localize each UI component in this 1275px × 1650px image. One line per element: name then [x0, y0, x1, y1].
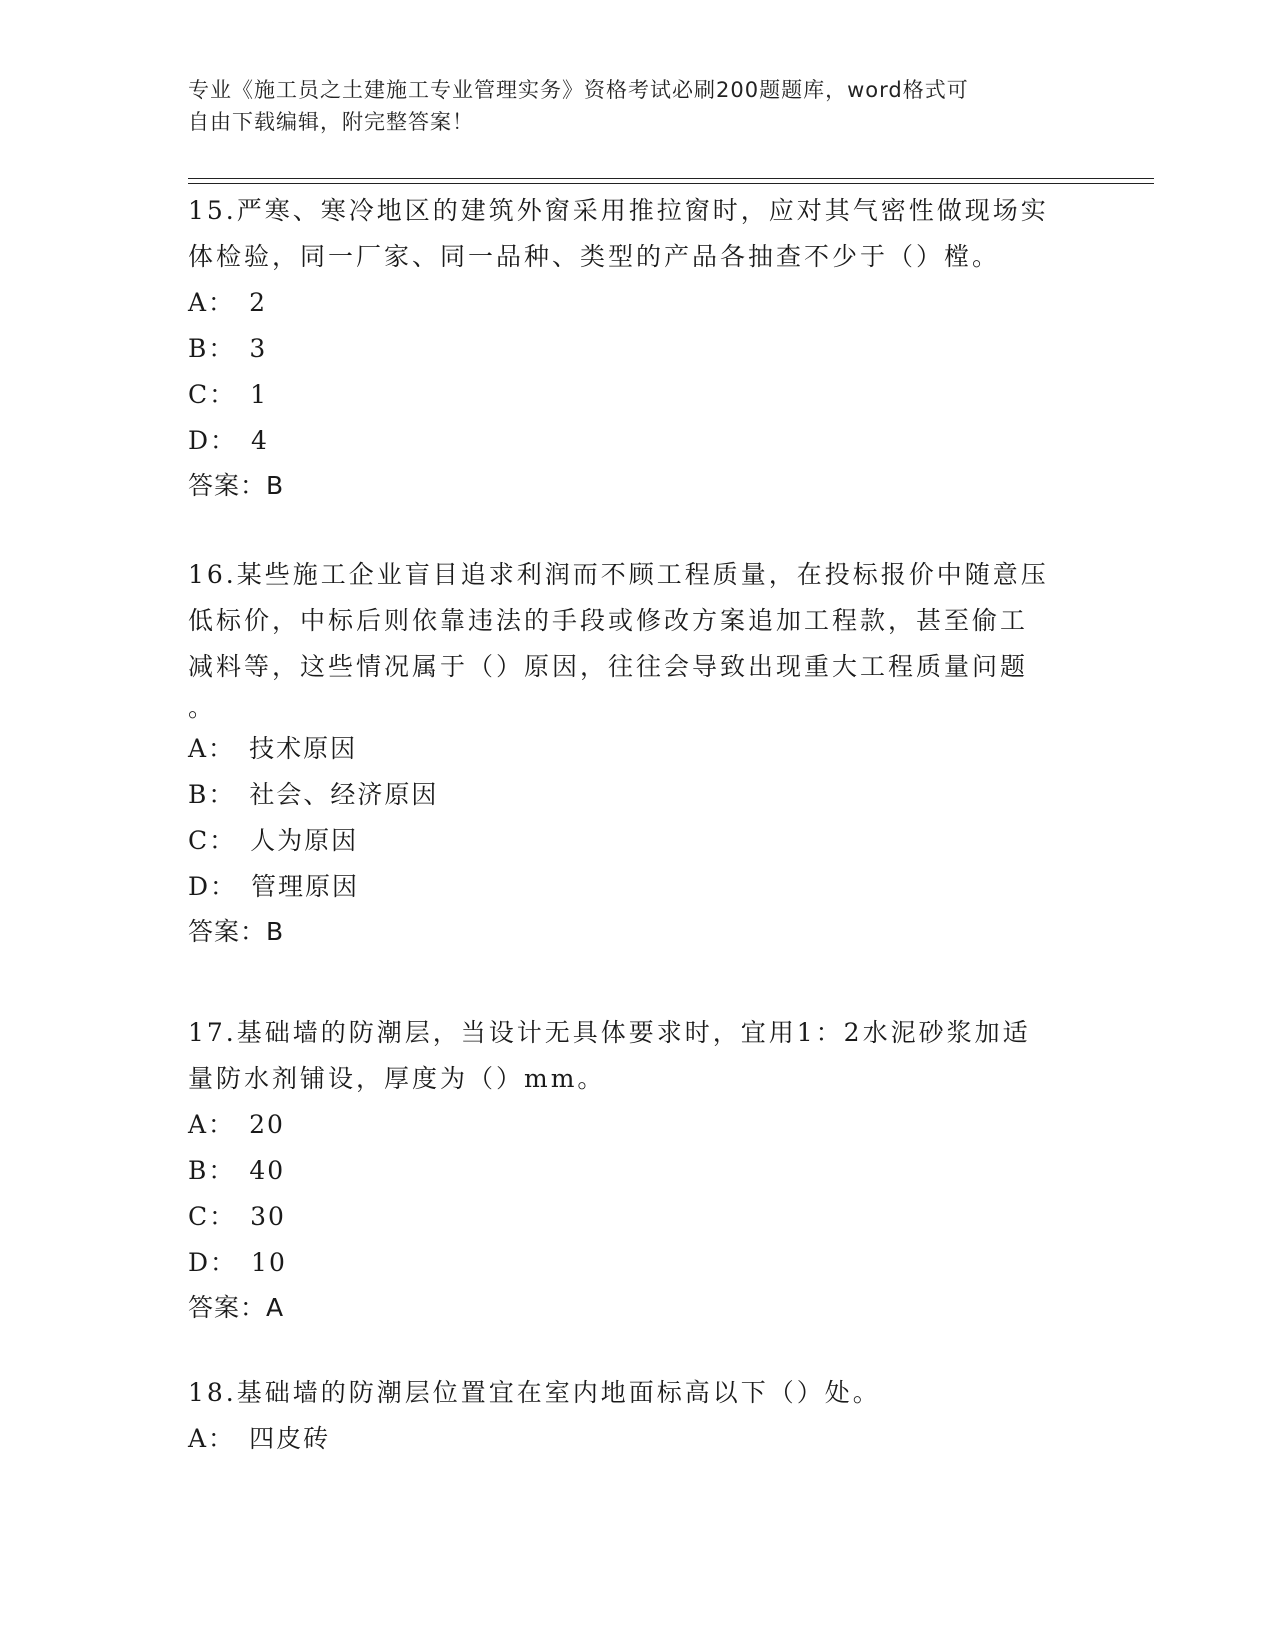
option-a	[188, 280, 1088, 326]
question-17	[188, 1010, 1088, 1330]
option-b	[188, 326, 1088, 372]
option-key: A：	[188, 734, 236, 763]
question-15	[188, 188, 1088, 508]
header-line-1: 专业《施工员之土建施工专业管理实务》资格考试必刷200题题库，word格式可	[188, 78, 969, 102]
option-b	[188, 772, 1088, 818]
question-18	[188, 1370, 1088, 1462]
answer	[188, 1286, 1088, 1330]
question-16	[188, 552, 1088, 954]
option-c	[188, 372, 1088, 418]
answer	[188, 464, 1088, 508]
option-key: C：	[188, 826, 237, 855]
option-value: 20	[249, 1110, 285, 1139]
option-value: 1	[250, 380, 269, 409]
option-key: D：	[188, 1248, 238, 1277]
question-stem-line: 体检验，同一厂家、同一品种、类型的产品各抽查不少于（）樘。	[188, 242, 1001, 271]
option-b	[188, 1148, 1088, 1194]
option-value: 4	[251, 426, 269, 455]
option-value: 人为原因	[250, 826, 359, 855]
option-key: B：	[188, 780, 236, 809]
option-key: B：	[188, 1156, 236, 1185]
option-a	[188, 1102, 1088, 1148]
question-stem-line: 。	[188, 693, 217, 722]
question-stem-line: 16.某些施工企业盲目追求利润而不顾工程质量，在投标报价中随意压	[188, 560, 1049, 589]
header-divider-top	[188, 178, 1154, 179]
option-a	[188, 1416, 1088, 1462]
option-c	[188, 1194, 1088, 1240]
option-d	[188, 864, 1088, 910]
answer-label: 答案：	[188, 917, 267, 946]
option-value: 2	[249, 288, 267, 317]
question-stem-line: 低标价，中标后则依靠违法的手段或修改方案追加工程款，甚至偷工	[188, 606, 1029, 635]
answer-label: 答案：	[188, 471, 267, 500]
answer-label: 答案：	[188, 1293, 267, 1322]
option-value: 30	[250, 1202, 286, 1231]
answer-value: B	[266, 917, 285, 946]
question-stem-line: 减料等，这些情况属于（）原因，往往会导致出现重大工程质量问题	[188, 652, 1029, 681]
option-a	[188, 726, 1088, 772]
option-key: A：	[188, 288, 236, 317]
document-header	[188, 74, 1088, 138]
header-line-2: 自由下载编辑，附完整答案！	[188, 110, 474, 134]
option-key: B：	[188, 334, 236, 363]
option-value: 3	[249, 334, 268, 363]
option-d	[188, 418, 1088, 464]
option-value: 四皮砖	[249, 1424, 331, 1453]
option-key: C：	[188, 380, 237, 409]
header-divider-bottom	[188, 183, 1154, 184]
option-key: D：	[188, 872, 238, 901]
option-value: 40	[249, 1156, 286, 1185]
answer-value: B	[266, 471, 285, 500]
option-key: A：	[188, 1424, 236, 1453]
option-value: 技术原因	[249, 734, 358, 763]
answer-value: A	[266, 1293, 285, 1322]
option-key: C：	[188, 1202, 237, 1231]
question-stem-line: 量防水剂铺设，厚度为（）mm。	[188, 1064, 606, 1093]
answer	[188, 910, 1088, 954]
option-value: 10	[251, 1248, 287, 1277]
option-value: 社会、经济原因	[249, 780, 439, 809]
option-key: A：	[188, 1110, 236, 1139]
option-d	[188, 1240, 1088, 1286]
question-stem-line: 17.基础墙的防潮层，当设计无具体要求时，宜用1：2水泥砂浆加适	[188, 1018, 1031, 1047]
question-stem-line: 18.基础墙的防潮层位置宜在室内地面标高以下（）处。	[188, 1378, 881, 1407]
option-c	[188, 818, 1088, 864]
option-key: D：	[188, 426, 238, 455]
question-stem-line: 15.严寒、寒冷地区的建筑外窗采用推拉窗时，应对其气密性做现场实	[188, 196, 1049, 225]
option-value: 管理原因	[251, 872, 360, 901]
